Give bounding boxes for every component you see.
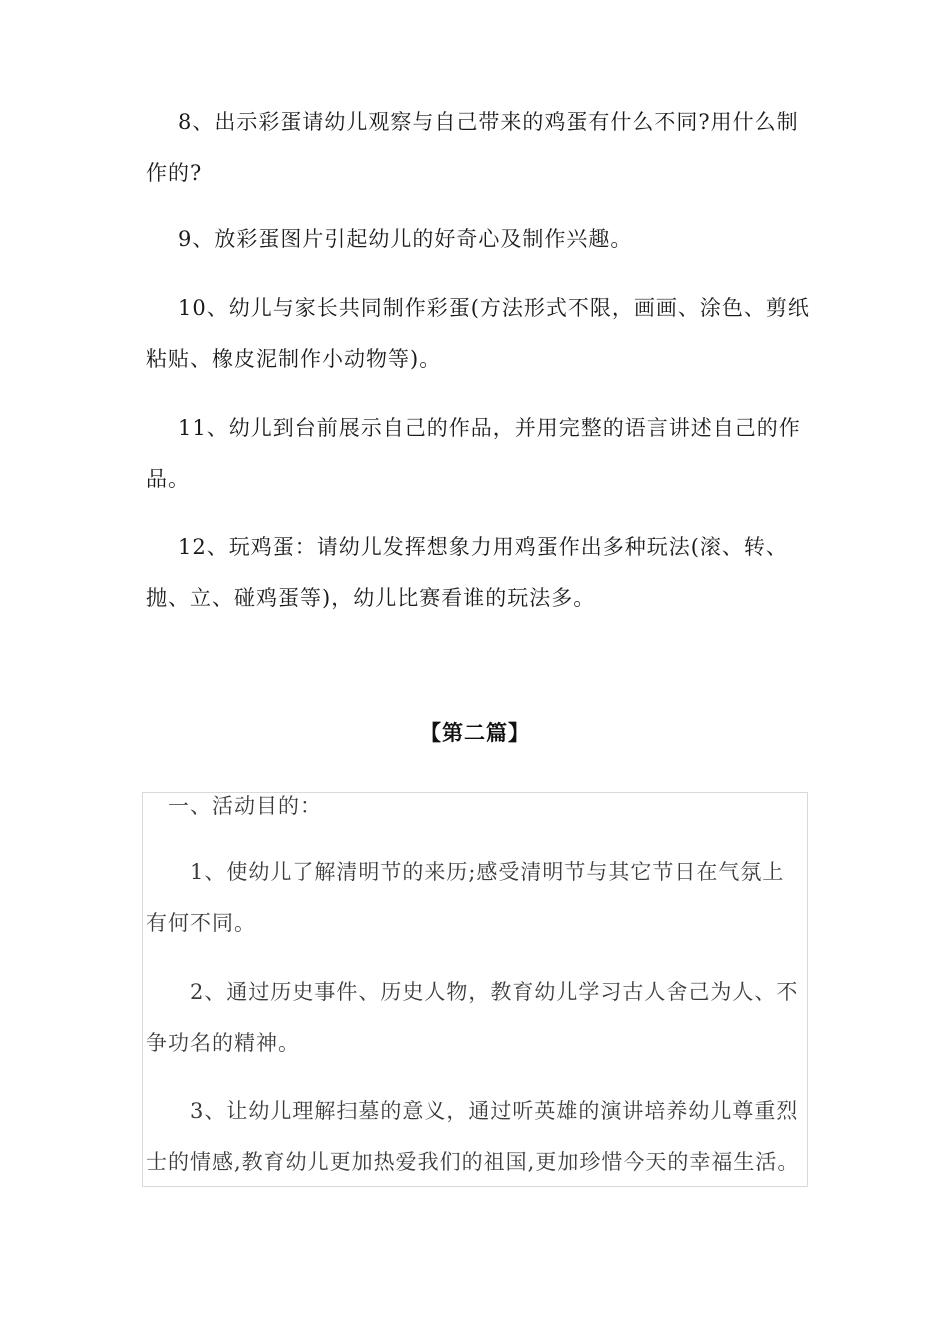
activity-step-10: 10、幼儿与家长共同制作彩蛋(方法形式不限，画画、涂色、剪纸粘贴、橡皮泥制作小动物等)。 (146, 296, 810, 371)
activity-step-11: 11、幼儿到台前展示自己的作品，并用完整的语言讲述自己的作品。 (146, 416, 801, 491)
goal-item-1: 1、使幼儿了解清明节的来历;感受清明节与其它节日在气氛上有何不同。 (146, 860, 785, 935)
activity-step-9: 9、放彩蛋图片引起幼儿的好奇心及制作兴趣。 (178, 227, 633, 251)
goal-item-3: 3、让幼儿理解扫墓的意义，通过听英雄的演讲培养幼儿尊重烈士的情感,教育幼儿更加热爱我们的祖国,更加珍惜今天的幸福生活。 (146, 1099, 800, 1174)
activity-goals-box (142, 792, 808, 1187)
section-heading: 【第二篇】 (420, 721, 530, 745)
goals-subtitle: 一、活动目的： (168, 794, 322, 818)
activity-step-12: 12、玩鸡蛋：请幼儿发挥想象力用鸡蛋作出多种玩法(滚、转、抛、立、碰鸡蛋等)，幼儿比赛看谁的玩法多。 (146, 535, 788, 610)
activity-step-8: 8、出示彩蛋请幼儿观察与自己带来的鸡蛋有什么不同?用什么制作的? (146, 110, 799, 185)
goal-item-2: 2、通过历史事件、历史人物，教育幼儿学习古人舍己为人、不争功名的精神。 (146, 980, 799, 1055)
